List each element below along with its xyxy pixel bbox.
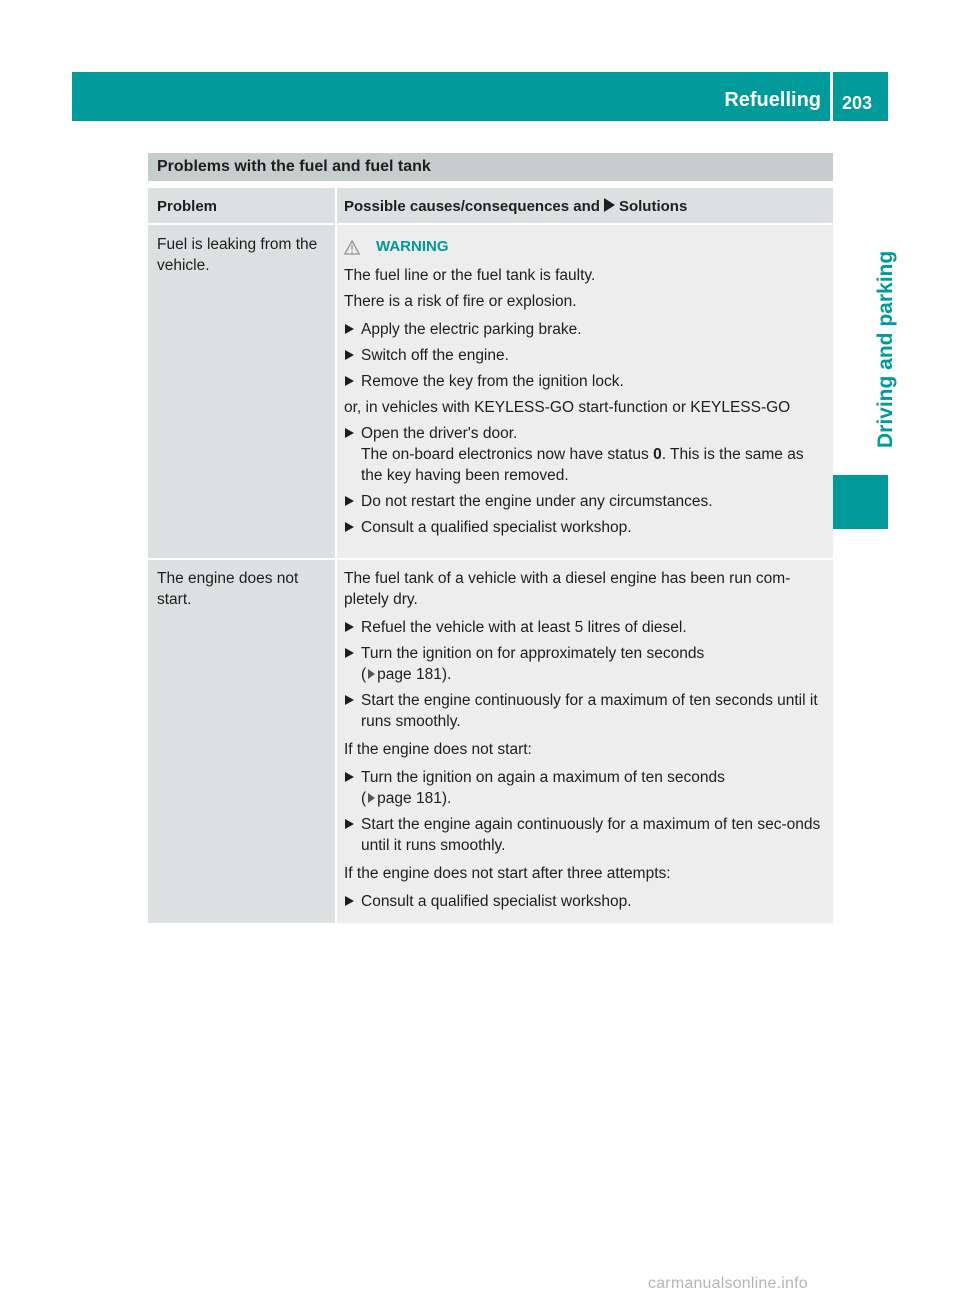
- problem-text: The engine does not start.: [157, 570, 299, 608]
- step-text: Turn the ignition on again a maximum of ten seconds: [361, 769, 725, 786]
- page-reference[interactable]: page 181).: [377, 790, 452, 807]
- step-text: Remove the key from the ignition lock.: [361, 373, 624, 390]
- column-header-solution-post: Solutions: [618, 198, 688, 215]
- step-item: [344, 345, 827, 366]
- step-arrow-icon: [345, 350, 354, 360]
- step-item: [344, 423, 827, 486]
- step-item: [344, 491, 827, 512]
- status-value: 0: [653, 446, 662, 463]
- step-item: [344, 690, 827, 732]
- condition-text: If the engine does not start:: [344, 741, 532, 758]
- step-arrow-icon: [345, 648, 354, 658]
- step-item: [344, 617, 827, 638]
- chapter-tab-marker: [833, 475, 888, 529]
- page-reference-icon: [368, 669, 375, 679]
- step-item: [344, 814, 827, 856]
- risk-text: There is a risk of fire or explosion.: [344, 293, 577, 310]
- step-item: [344, 517, 827, 538]
- step-item: [344, 891, 827, 912]
- warning-heading: [344, 237, 827, 257]
- page-number: 203: [842, 93, 873, 113]
- page-header: [72, 72, 888, 121]
- step-text: Apply the electric parking brake.: [361, 321, 582, 338]
- problem-cell: [148, 225, 335, 548]
- step-text: Turn the ignition on for approximately ten seconds: [361, 645, 705, 662]
- table-row: [148, 225, 833, 548]
- header-divider: [830, 72, 833, 121]
- step-text: Refuel the vehicle with at least 5 litres of diesel.: [361, 619, 687, 636]
- step-item: [344, 767, 827, 809]
- step-item: [344, 371, 827, 392]
- table-header-row: [148, 188, 833, 223]
- alternative-text: or, in vehicles with KEYLESS-GO start-function or KEYLESS-GO: [344, 399, 791, 416]
- step-arrow-icon: [345, 622, 354, 632]
- page-reference-icon: [368, 793, 375, 803]
- action-arrow-icon: [604, 198, 615, 212]
- step-arrow-icon: [345, 896, 354, 906]
- table-title: Problems with the fuel and fuel tank: [148, 153, 833, 181]
- chapter-tab-label: Driving and parking: [874, 250, 897, 448]
- step-text: Start the engine continuously for a maximum of ten seconds until it runs smoothly.: [361, 692, 818, 730]
- step-arrow-icon: [345, 695, 354, 705]
- problem-cell: [148, 560, 335, 923]
- step-arrow-icon: [345, 376, 354, 386]
- column-header-problem: Problem: [148, 188, 335, 223]
- status-text-post: . This is the same as the key having been removed.: [361, 446, 804, 484]
- warning-triangle-icon: [344, 240, 360, 255]
- step-item: [344, 643, 827, 685]
- step-text: Start the engine again continuously for a maximum of ten sec-onds until it runs smoothly.: [361, 816, 821, 854]
- condition-text: If the engine does not start after three attempts:: [344, 865, 671, 882]
- column-header-solution: [337, 188, 833, 223]
- problem-text: Fuel is leaking from the vehicle.: [157, 236, 318, 274]
- step-text: Switch off the engine.: [361, 347, 509, 364]
- step-arrow-icon: [345, 522, 354, 532]
- step-arrow-icon: [345, 428, 354, 438]
- solution-cell: [337, 560, 833, 923]
- step-text: Do not restart the engine under any circumstances.: [361, 493, 713, 510]
- column-header-solution-pre: Possible causes/consequences and: [344, 198, 600, 215]
- step-text: Consult a qualified specialist workshop.: [361, 519, 632, 536]
- section-title: Refuelling: [724, 89, 821, 111]
- warning-label: WARNING: [376, 238, 449, 255]
- step-text: Open the driver's door.: [361, 425, 518, 442]
- page-ref-open: (: [361, 790, 367, 807]
- problems-table: [148, 153, 833, 923]
- cause-text: The fuel line or the fuel tank is faulty.: [344, 267, 596, 284]
- solution-cell: [337, 225, 833, 548]
- step-text: Consult a qualified specialist workshop.: [361, 893, 632, 910]
- step-item: [344, 319, 827, 340]
- cause-text: The fuel tank of a vehicle with a diesel engine has been run com-pletely dry.: [344, 570, 791, 608]
- table-row: [148, 560, 833, 923]
- step-arrow-icon: [345, 496, 354, 506]
- step-arrow-icon: [345, 772, 354, 782]
- step-arrow-icon: [345, 324, 354, 334]
- watermark: carmanualsonline.info: [648, 1275, 808, 1292]
- page-ref-open: (: [361, 666, 367, 683]
- step-arrow-icon: [345, 819, 354, 829]
- status-text-pre: The on-board electronics now have status: [361, 446, 649, 463]
- page-reference[interactable]: page 181).: [377, 666, 452, 683]
